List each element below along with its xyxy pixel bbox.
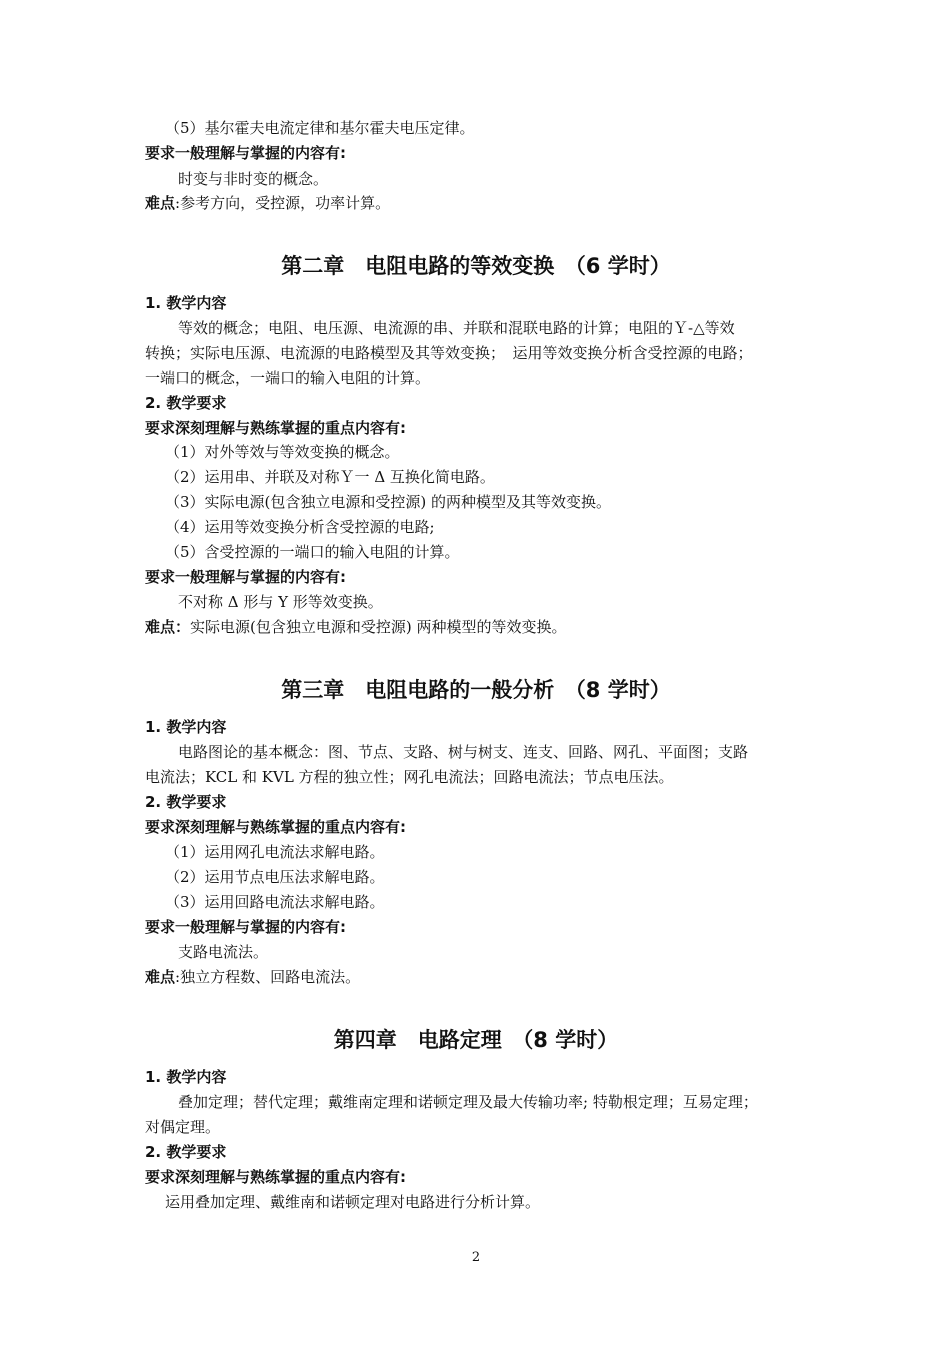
difficulty-text: :参考方向，受控源，功率计算。 — [175, 194, 391, 212]
ch4-section-1-heading: 1. 教学内容 — [145, 1068, 227, 1086]
ch4-section-2-heading: 2. 教学要求 — [145, 1143, 227, 1161]
top-general-content: 时变与非时变的概念。 — [178, 170, 329, 188]
top-item-5: （5）基尔霍夫电流定律和基尔霍夫电压定律。 — [165, 119, 475, 137]
ch3-list-item: （2）运用节点电压法求解电路。 — [165, 868, 385, 886]
ch2-content-line-2: 转换；实际电压源、电流源的电路模型及其等效变换； 运用等效变换分析含受控源的电路； — [145, 344, 753, 362]
ch2-content-line-1: 等效的概念；电阻、电压源、电流源的串、并联和混联电路的计算；电阻的Ｙ-△等效 — [178, 319, 735, 337]
top-difficulty — [145, 192, 812, 214]
ch3-general-content: 支路电流法。 — [178, 943, 269, 961]
ch3-section-1-heading: 1. 教学内容 — [145, 718, 227, 736]
chapter-4-title: 第四章 电路定理 （8 学时） — [333, 1028, 619, 1052]
ch2-list-item: （3）实际电源(包含独立电源和受控源) 的两种模型及其等效变换。 — [165, 493, 612, 511]
ch3-content-line-1: 电路图论的基本概念：图、节点、支路、树与树支、连支、回路、网孔、平面图；支路 — [178, 743, 749, 761]
difficulty-label: 难点 — [145, 194, 176, 212]
ch2-list-item: （1）对外等效与等效变换的概念。 — [165, 443, 400, 461]
ch4-content-line-2: 对偶定理。 — [145, 1118, 221, 1136]
chapter-3-title: 第三章 电阻电路的一般分析 （8 学时） — [281, 678, 671, 702]
ch2-content-line-3: 一端口的概念，一端口的输入电阻的计算。 — [145, 369, 431, 387]
ch3-list-item: （3）运用回路电流法求解电路。 — [165, 893, 385, 911]
ch3-list-item: （1）运用网孔电流法求解电路。 — [165, 843, 385, 861]
ch3-content-line-2: 电流法；KCL 和 KVL 方程的独立性；网孔电流法；回路电流法；节点电压法。 — [145, 768, 674, 786]
ch2-list-item: （5）含受控源的一端口的输入电阻的计算。 — [165, 543, 460, 561]
ch3-section-2-heading: 2. 教学要求 — [145, 793, 227, 811]
page-number: 2 — [471, 1250, 481, 1265]
ch2-general-content: 不对称 Δ 形与 Y 形等效变换。 — [178, 593, 383, 611]
top-general-heading: 要求一般理解与掌握的内容有: — [145, 144, 346, 162]
difficulty-text: 实际电源(包含独立电源和受控源) 两种模型的等效变换。 — [190, 618, 567, 636]
ch3-difficulty — [145, 966, 812, 988]
ch3-key-heading: 要求深刻理解与熟练掌握的重点内容有: — [145, 818, 407, 836]
ch4-key-content: 运用叠加定理、戴维南和诺顿定理对电路进行分析计算。 — [165, 1193, 541, 1211]
ch3-general-heading: 要求一般理解与掌握的内容有: — [145, 918, 346, 936]
ch2-section-1-heading: 1. 教学内容 — [145, 294, 227, 312]
ch2-general-heading: 要求一般理解与掌握的内容有: — [145, 568, 346, 586]
difficulty-label: 难点： — [145, 618, 191, 636]
ch2-difficulty — [145, 616, 812, 638]
ch2-key-heading: 要求深刻理解与熟练掌握的重点内容有: — [145, 419, 407, 437]
ch4-content-line-1: 叠加定理；替代定理；戴维南定理和诺顿定理及最大传输功率; 特勒根定理；互易定理； — [178, 1093, 758, 1111]
difficulty-text: :独立方程数、回路电流法。 — [175, 968, 361, 986]
ch2-list-item: （2）运用串、并联及对称Ｙ一 Δ 互换化简电路。 — [165, 468, 495, 486]
ch2-section-2-heading: 2. 教学要求 — [145, 394, 227, 412]
ch2-list-item: （4）运用等效变换分析含受控源的电路; — [165, 518, 435, 536]
chapter-2-title: 第二章 电阻电路的等效变换 （6 学时） — [281, 254, 671, 278]
difficulty-label: 难点 — [145, 968, 176, 986]
ch4-key-heading: 要求深刻理解与熟练掌握的重点内容有: — [145, 1168, 407, 1186]
